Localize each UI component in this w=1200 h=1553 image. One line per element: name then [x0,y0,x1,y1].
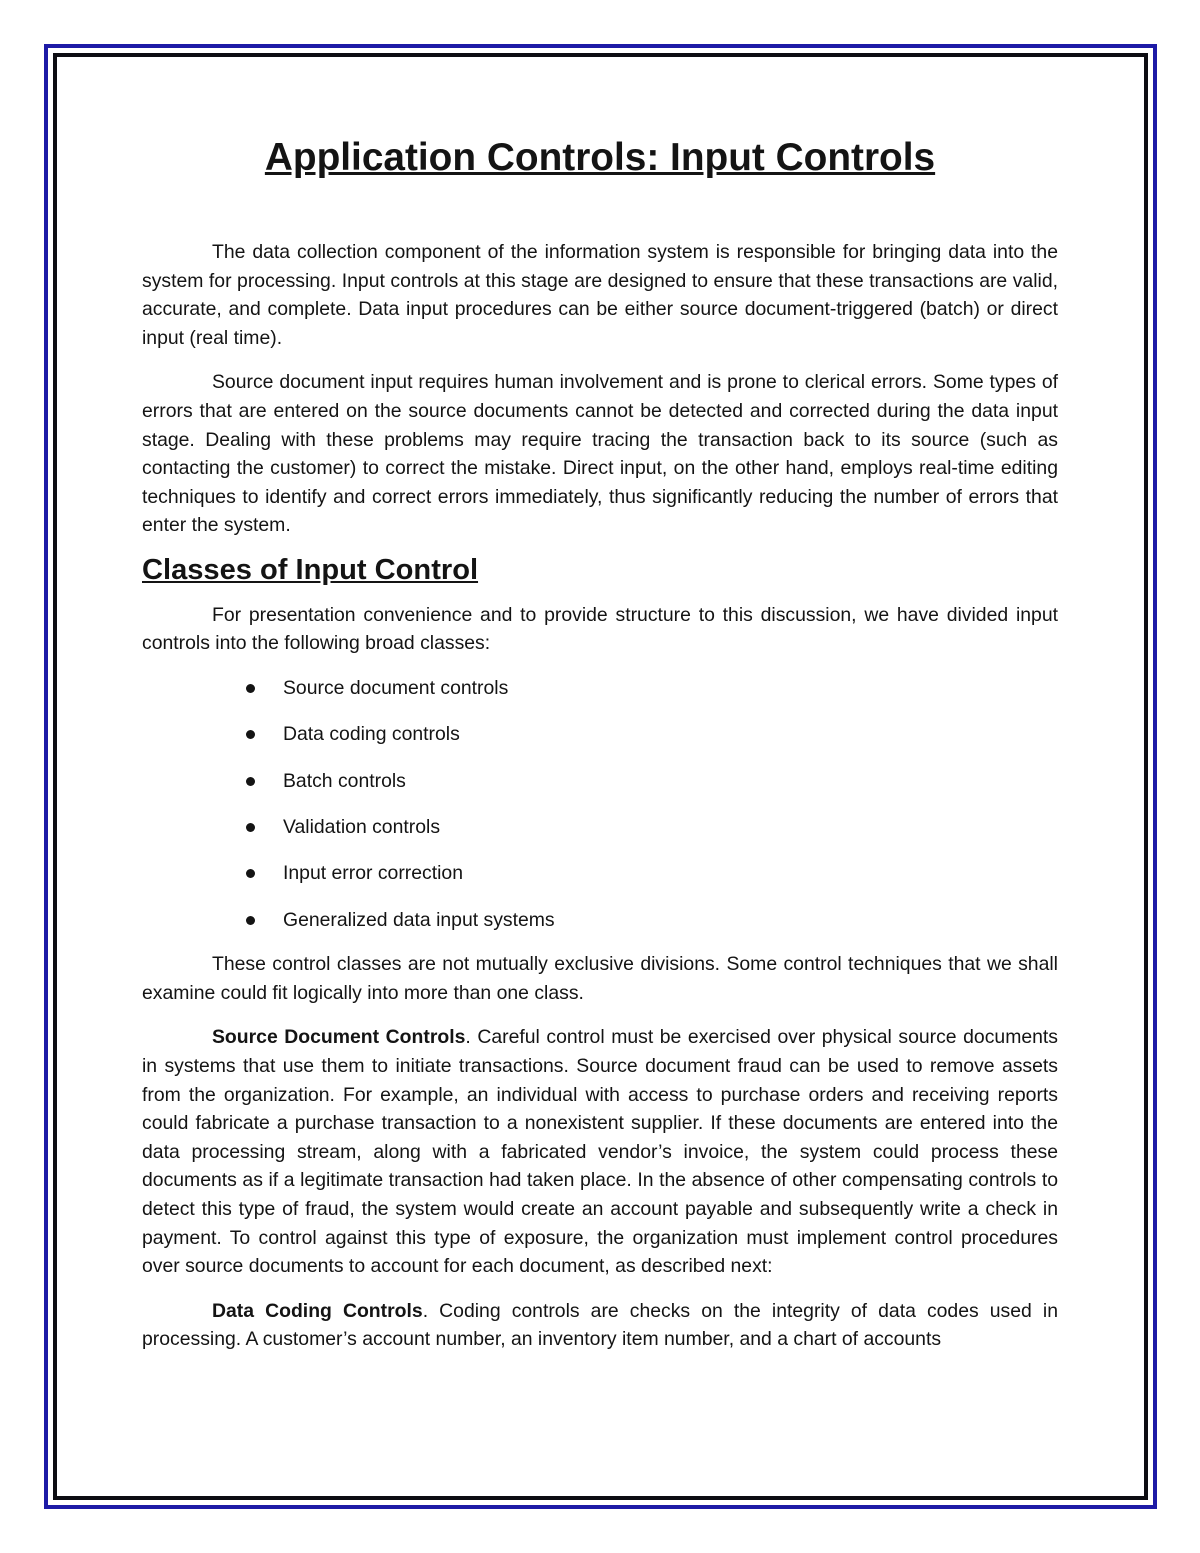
list-item-label: Batch controls [283,769,406,792]
bullet-icon [246,916,255,925]
list-item-label: Input error correction [283,862,463,885]
list-item-label: Generalized data input systems [283,908,555,931]
source-document-controls-lead: Source Document Controls [212,1026,466,1049]
bullet-icon [246,730,255,739]
data-coding-controls-paragraph [142,1297,1058,1354]
list-item [142,720,1058,749]
document-title: Application Controls: Input Controls [264,136,936,179]
classes-list [142,674,1058,935]
list-item [142,813,1058,842]
list-item [142,859,1058,888]
bullet-icon [246,869,255,878]
bullet-icon [246,684,255,693]
data-coding-controls-lead: Data Coding Controls [212,1299,423,1322]
intro-paragraph-1: The data collection component of the information system is responsible for bringing data into the system for processing. Input controls at this stage are designed to ensure that these transactions are valid, accurate, and complete. Data input procedures can be either source document-triggered (batch) or direct input (real time). [142,241,1058,349]
intro-paragraph-2: Source document input requires human involvement and is prone to clerical errors. Some types of errors that are entered on the source documents cannot be detected and corrected during the data input stage. Dealing with these problems may require tracing the transaction back to its source (such as contacting the customer) to correct the mistake. Direct input, on the other hand, employs real-time editing techniques to identify and correct errors immediately, thus significantly reducing the number of errors that enter the system. [142,371,1058,537]
document-body [142,136,1058,1354]
bullet-icon [246,823,255,832]
list-item-label: Data coding controls [283,723,460,746]
bullet-icon [246,777,255,786]
data-coding-controls-text: . Coding controls are checks on the integrity of data codes used in processing. A customer’s account number, an inventory item number, and a chart of accounts [142,1299,1058,1351]
section-heading-classes: Classes of Input Control [142,553,479,586]
source-document-controls-paragraph [142,1023,1058,1280]
list-item [142,906,1058,935]
classes-intro-paragraph: For presentation convenience and to provide structure to this discussion, we have divided input controls into the following broad classes: [142,603,1058,655]
list-item-label: Source document controls [283,676,509,699]
classes-note-paragraph: These control classes are not mutually exclusive divisions. Some control techniques that we shall examine could fit logically into more than one class. [142,953,1058,1004]
list-item-label: Validation controls [283,815,441,838]
source-document-controls-text: . Careful control must be exercised over physical source documents in systems that use them to initiate transactions. Source document fraud can be used to remove assets from the organization. For example, an individual with access to purchase orders and receiving reports could fabricate a purchase transaction to a nonexistent supplier. If these documents are entered into the data processing stream, along with a fabricated vendor’s invoice, the system could process these documents as if a legitimate transaction had taken place. In the absence of other compensating controls to detect this type of fraud, the system would create an account payable and subsequently write a check in payment. To control against this type of exposure, the organization must implement control procedures over source documents to account for each document, as described next: [142,1026,1058,1278]
list-item [142,767,1058,796]
list-item [142,674,1058,703]
